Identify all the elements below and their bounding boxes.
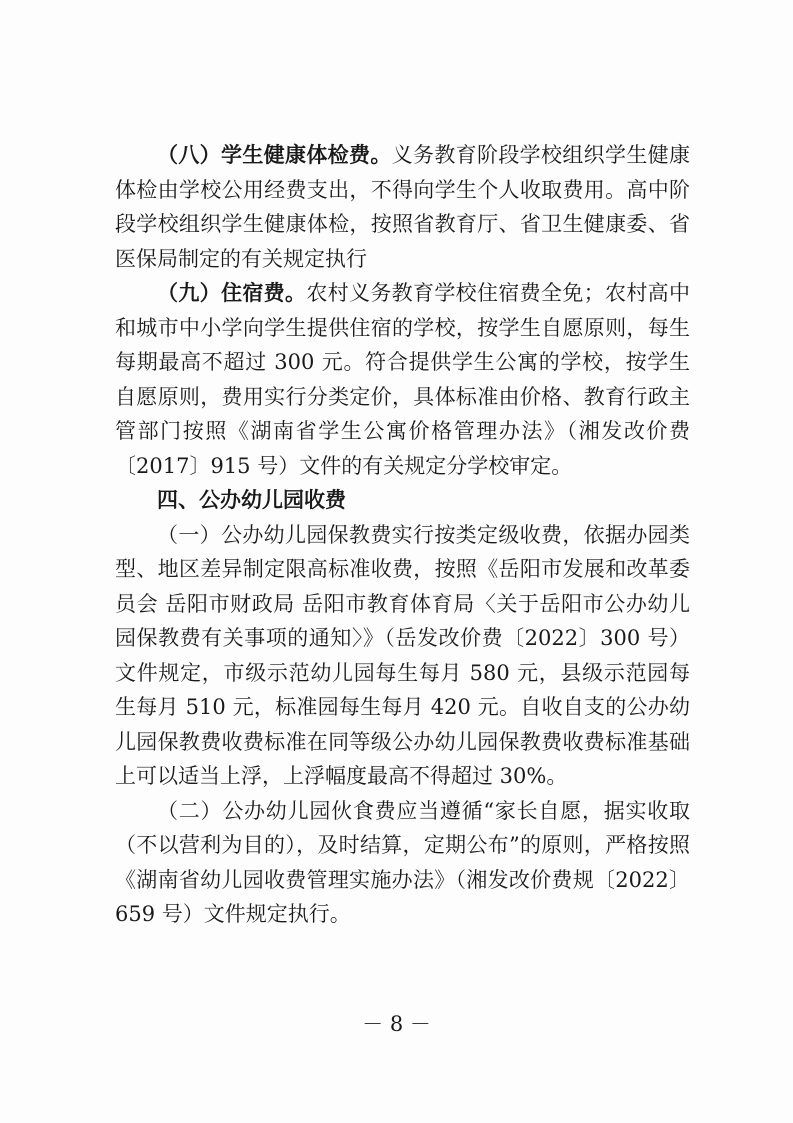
paragraph-health-checkup-fee [115,138,690,276]
paragraph-lead-accommodation: （九）住宿费。 [157,281,307,305]
paragraph-text-health-checkup: 义务教育阶段学校组织学生健康体检由学校公用经费支出，不得向学生个人收取费用。高中阶段学校组织学生健康体检，按照省教育厅、省卫生健康委、省医保局制定的有关规定执行 [115,143,691,271]
paragraph-kindergarten-meal-fee: （二）公办幼儿园伙食费应当遵循“家长自愿，据实收取（不以营利为目的），及时结算，定期公布”的原则，严格按照《湖南省幼儿园收费管理实施办法》（湘发改价费规〔2022〕659 号）文件规定执行。 [115,798,690,926]
section-heading-public-kindergarten: 四、公办幼儿园收费 [157,488,346,512]
page-number: － 8 － [362,1012,431,1036]
paragraph-kindergarten-tuition: （一）公办幼儿园保教费实行按类定级收费，依据办园类型、地区差异制定限高标准收费，按照《岳阳市发展和改革委员会 岳阳市财政局 岳阳市教育体育局〈关于岳阳市公办幼儿园保教费有关事项的通知〉》（岳发改价费〔2022〕300 号）文件规定，市级示范幼儿园每生每月 580 元，县级示范园每生每月 510 元，标准园每生每月 420 元。自收自支的公办幼儿园保教费收费标准在同等级公办幼儿园保教费收费标准基础上可以适当上浮，上浮幅度最高不得超过 30%。 [115,522,690,788]
paragraph-lead-health-checkup: （八）学生健康体检费。 [157,143,392,167]
paragraph-text-accommodation: 农村义务教育学校住宿费全免；农村高中和城市中小学向学生提供住宿的学校，按学生自愿原则，每生每期最高不超过 300 元。符合提供学生公寓的学校，按学生自愿原则，费用实行分类定价，具体标准由价格、教育行政主管部门按照《湖南省学生公寓价格管理办法》（湘发改价费〔2017〕915 号）文件的有关规定分学校审定。 [115,281,691,478]
document-body [115,138,690,932]
paragraph-accommodation-fee [115,276,690,483]
